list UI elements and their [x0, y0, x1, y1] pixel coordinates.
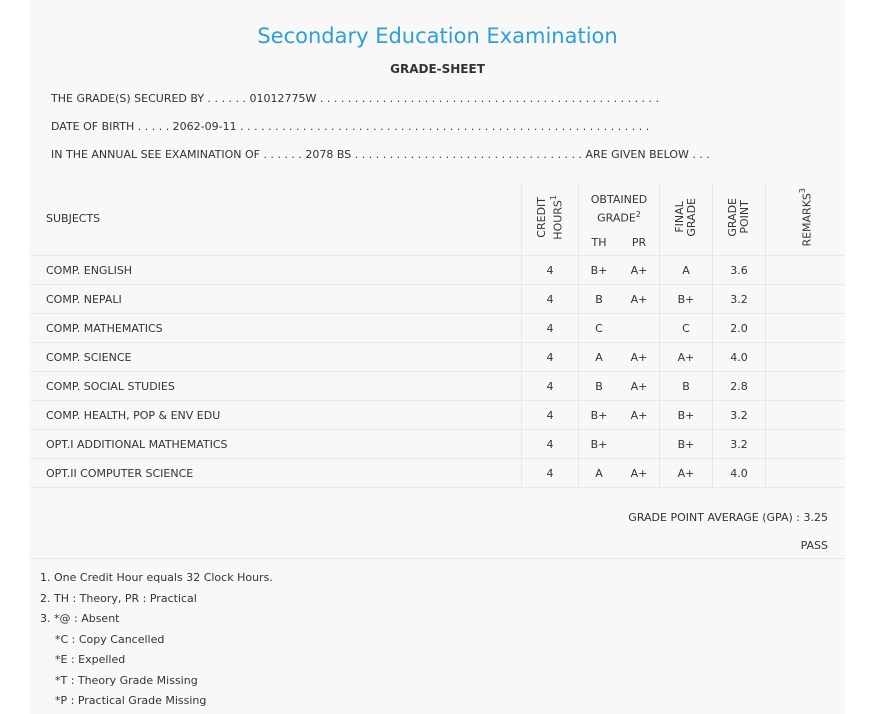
grade-point-cell: 3.2: [713, 430, 766, 459]
table-row: [30, 343, 845, 372]
obtained-grade-header: [579, 182, 660, 256]
final-grade-cell: B+: [660, 401, 713, 430]
credit-hours-cell: 4: [522, 343, 579, 372]
subject-cell: COMP. NEPALI: [30, 285, 522, 314]
pr-grade-cell: A+: [630, 263, 648, 277]
credit-hours-cell: 4: [522, 372, 579, 401]
table-row: [30, 372, 845, 401]
gpa-summary: GRADE POINT AVERAGE (GPA) : 3.25: [628, 511, 828, 524]
footnote-practical-missing: *P : Practical Grade Missing: [55, 694, 207, 707]
pr-grade-cell: A+: [630, 466, 648, 480]
grade-point-cell: 3.2: [713, 285, 766, 314]
credit-hours-cell: 4: [522, 430, 579, 459]
grade-point-cell: 2.8: [713, 372, 766, 401]
final-grade-cell: C: [660, 314, 713, 343]
obtained-grade-cell: [579, 372, 660, 401]
footnote-1: 1. One Credit Hour equals 32 Clock Hours.: [40, 571, 273, 584]
grade-sheet-heading: GRADE-SHEET: [390, 62, 485, 76]
footnotes: [40, 568, 273, 712]
secured-by-line: THE GRADE(S) SECURED BY . . . . . . 01012775W . . . . . . . . . . . . . . . . . . . . . . . . . . . . . . . . . . . . . . . . . . . . . . . . .: [51, 92, 660, 105]
remarks-cell: [766, 430, 846, 459]
obtained-grade-cell: [579, 314, 660, 343]
final-header-line2: GRADE: [685, 197, 698, 237]
grade-point-cell: 3.2: [713, 401, 766, 430]
grade-point-cell: 4.0: [713, 459, 766, 488]
remarks-header: [766, 182, 846, 256]
subject-cell: COMP. HEALTH, POP & ENV EDU: [30, 401, 522, 430]
subject-cell: COMP. SCIENCE: [30, 343, 522, 372]
remarks-cell: [766, 314, 846, 343]
footnote-copy-cancelled: *C : Copy Cancelled: [55, 632, 165, 646]
pr-grade-cell: [619, 322, 659, 335]
credit-hours-cell: 4: [522, 459, 579, 488]
final-grade-cell: B+: [660, 285, 713, 314]
final-grade-cell: A+: [660, 343, 713, 372]
grade-point-cell: 3.6: [713, 256, 766, 285]
credit-hours-cell: 4: [522, 314, 579, 343]
table-header-row: [30, 182, 845, 256]
pr-subheader: PR: [631, 235, 647, 249]
footnote-3: 3. *@ : Absent: [40, 612, 120, 625]
remarks-cell: [766, 285, 846, 314]
grade-point-cell: 4.0: [713, 343, 766, 372]
th-grade-cell: B+: [590, 408, 608, 422]
credit-footnote-mark: 1: [548, 194, 558, 200]
pr-grade-cell: A+: [630, 379, 648, 393]
grades-table: [30, 182, 845, 488]
grade-point-cell: 2.0: [713, 314, 766, 343]
credit-header-line1: CREDIT: [534, 196, 548, 238]
credit-hours-header: [522, 182, 579, 256]
credit-hours-cell: 4: [522, 256, 579, 285]
examination-line: IN THE ANNUAL SEE EXAMINATION OF . . . . . . 2078 BS . . . . . . . . . . . . . . . . . . . . . . . . . . . . . . . . . ARE GIVEN BELOW . . .: [51, 148, 710, 161]
remarks-cell: [766, 343, 846, 372]
remarks-cell: [766, 401, 846, 430]
subject-cell: OPT.I ADDITIONAL MATHEMATICS: [30, 430, 522, 459]
obtained-grade-cell: [579, 401, 660, 430]
table-row: [30, 459, 845, 488]
obtained-footnote-mark: 2: [635, 210, 641, 220]
obtained-grade-cell: [579, 459, 660, 488]
subject-cell: COMP. SOCIAL STUDIES: [30, 372, 522, 401]
result-status: PASS: [800, 539, 828, 552]
subjects-header: SUBJECTS: [30, 182, 522, 256]
footnote-expelled: *E : Expelled: [55, 653, 126, 666]
footnote-2: 2. TH : Theory, PR : Practical: [40, 591, 197, 605]
table-row: [30, 401, 845, 430]
pr-grade-cell: [619, 438, 659, 451]
divider: [30, 558, 845, 559]
final-grade-cell: B: [660, 372, 713, 401]
final-grade-header: [660, 182, 713, 256]
th-grade-cell: B: [595, 379, 603, 393]
page-title: Secondary Education Examination: [257, 24, 618, 48]
grade-sheet-panel: [30, 0, 845, 714]
point-header-line2: POINT: [738, 200, 751, 234]
remarks-header-label: REMARKS: [800, 192, 814, 247]
th-grade-cell: B+: [590, 437, 608, 451]
final-grade-cell: B+: [660, 430, 713, 459]
obtained-grade-cell: [579, 256, 660, 285]
footnote-theory-missing: *T : Theory Grade Missing: [55, 673, 198, 687]
table-row: [30, 285, 845, 314]
pr-grade-cell: A+: [630, 408, 648, 422]
obtained-grade-cell: [579, 285, 660, 314]
table-row: [30, 430, 845, 459]
th-subheader: TH: [591, 235, 607, 249]
credit-hours-cell: 4: [522, 401, 579, 430]
obtained-header-line2: GRADE: [597, 211, 636, 225]
th-grade-cell: A: [595, 466, 603, 480]
date-of-birth-line: DATE OF BIRTH . . . . . 2062-09-11 . . . . . . . . . . . . . . . . . . . . . . . . . . . . . . . . . . . . . . . . . . . . . . . . . . . . . . . . . . .: [51, 120, 650, 133]
subject-cell: COMP. ENGLISH: [30, 256, 522, 285]
obtained-grade-cell: [579, 343, 660, 372]
remarks-cell: [766, 256, 846, 285]
th-grade-cell: A: [595, 350, 603, 364]
subject-cell: COMP. MATHEMATICS: [30, 314, 522, 343]
obtained-grade-cell: [579, 430, 660, 459]
pr-grade-cell: A+: [630, 292, 648, 306]
point-header-line1: GRADE: [726, 197, 739, 237]
final-header-line1: FINAL: [673, 201, 686, 233]
obtained-header-line1: OBTAINED: [590, 193, 648, 207]
credit-header-line2: HOURS: [551, 199, 565, 240]
grade-point-header: [713, 182, 766, 256]
remarks-footnote-mark: 3: [798, 187, 808, 193]
subject-cell: OPT.II COMPUTER SCIENCE: [30, 459, 522, 488]
pr-grade-cell: A+: [630, 350, 648, 364]
final-grade-cell: A+: [660, 459, 713, 488]
credit-hours-cell: 4: [522, 285, 579, 314]
remarks-cell: [766, 372, 846, 401]
final-grade-cell: A: [660, 256, 713, 285]
th-grade-cell: B+: [590, 263, 608, 277]
table-row: [30, 256, 845, 285]
remarks-cell: [766, 459, 846, 488]
th-grade-cell: C: [595, 321, 603, 335]
table-row: [30, 314, 845, 343]
th-grade-cell: B: [595, 292, 603, 306]
